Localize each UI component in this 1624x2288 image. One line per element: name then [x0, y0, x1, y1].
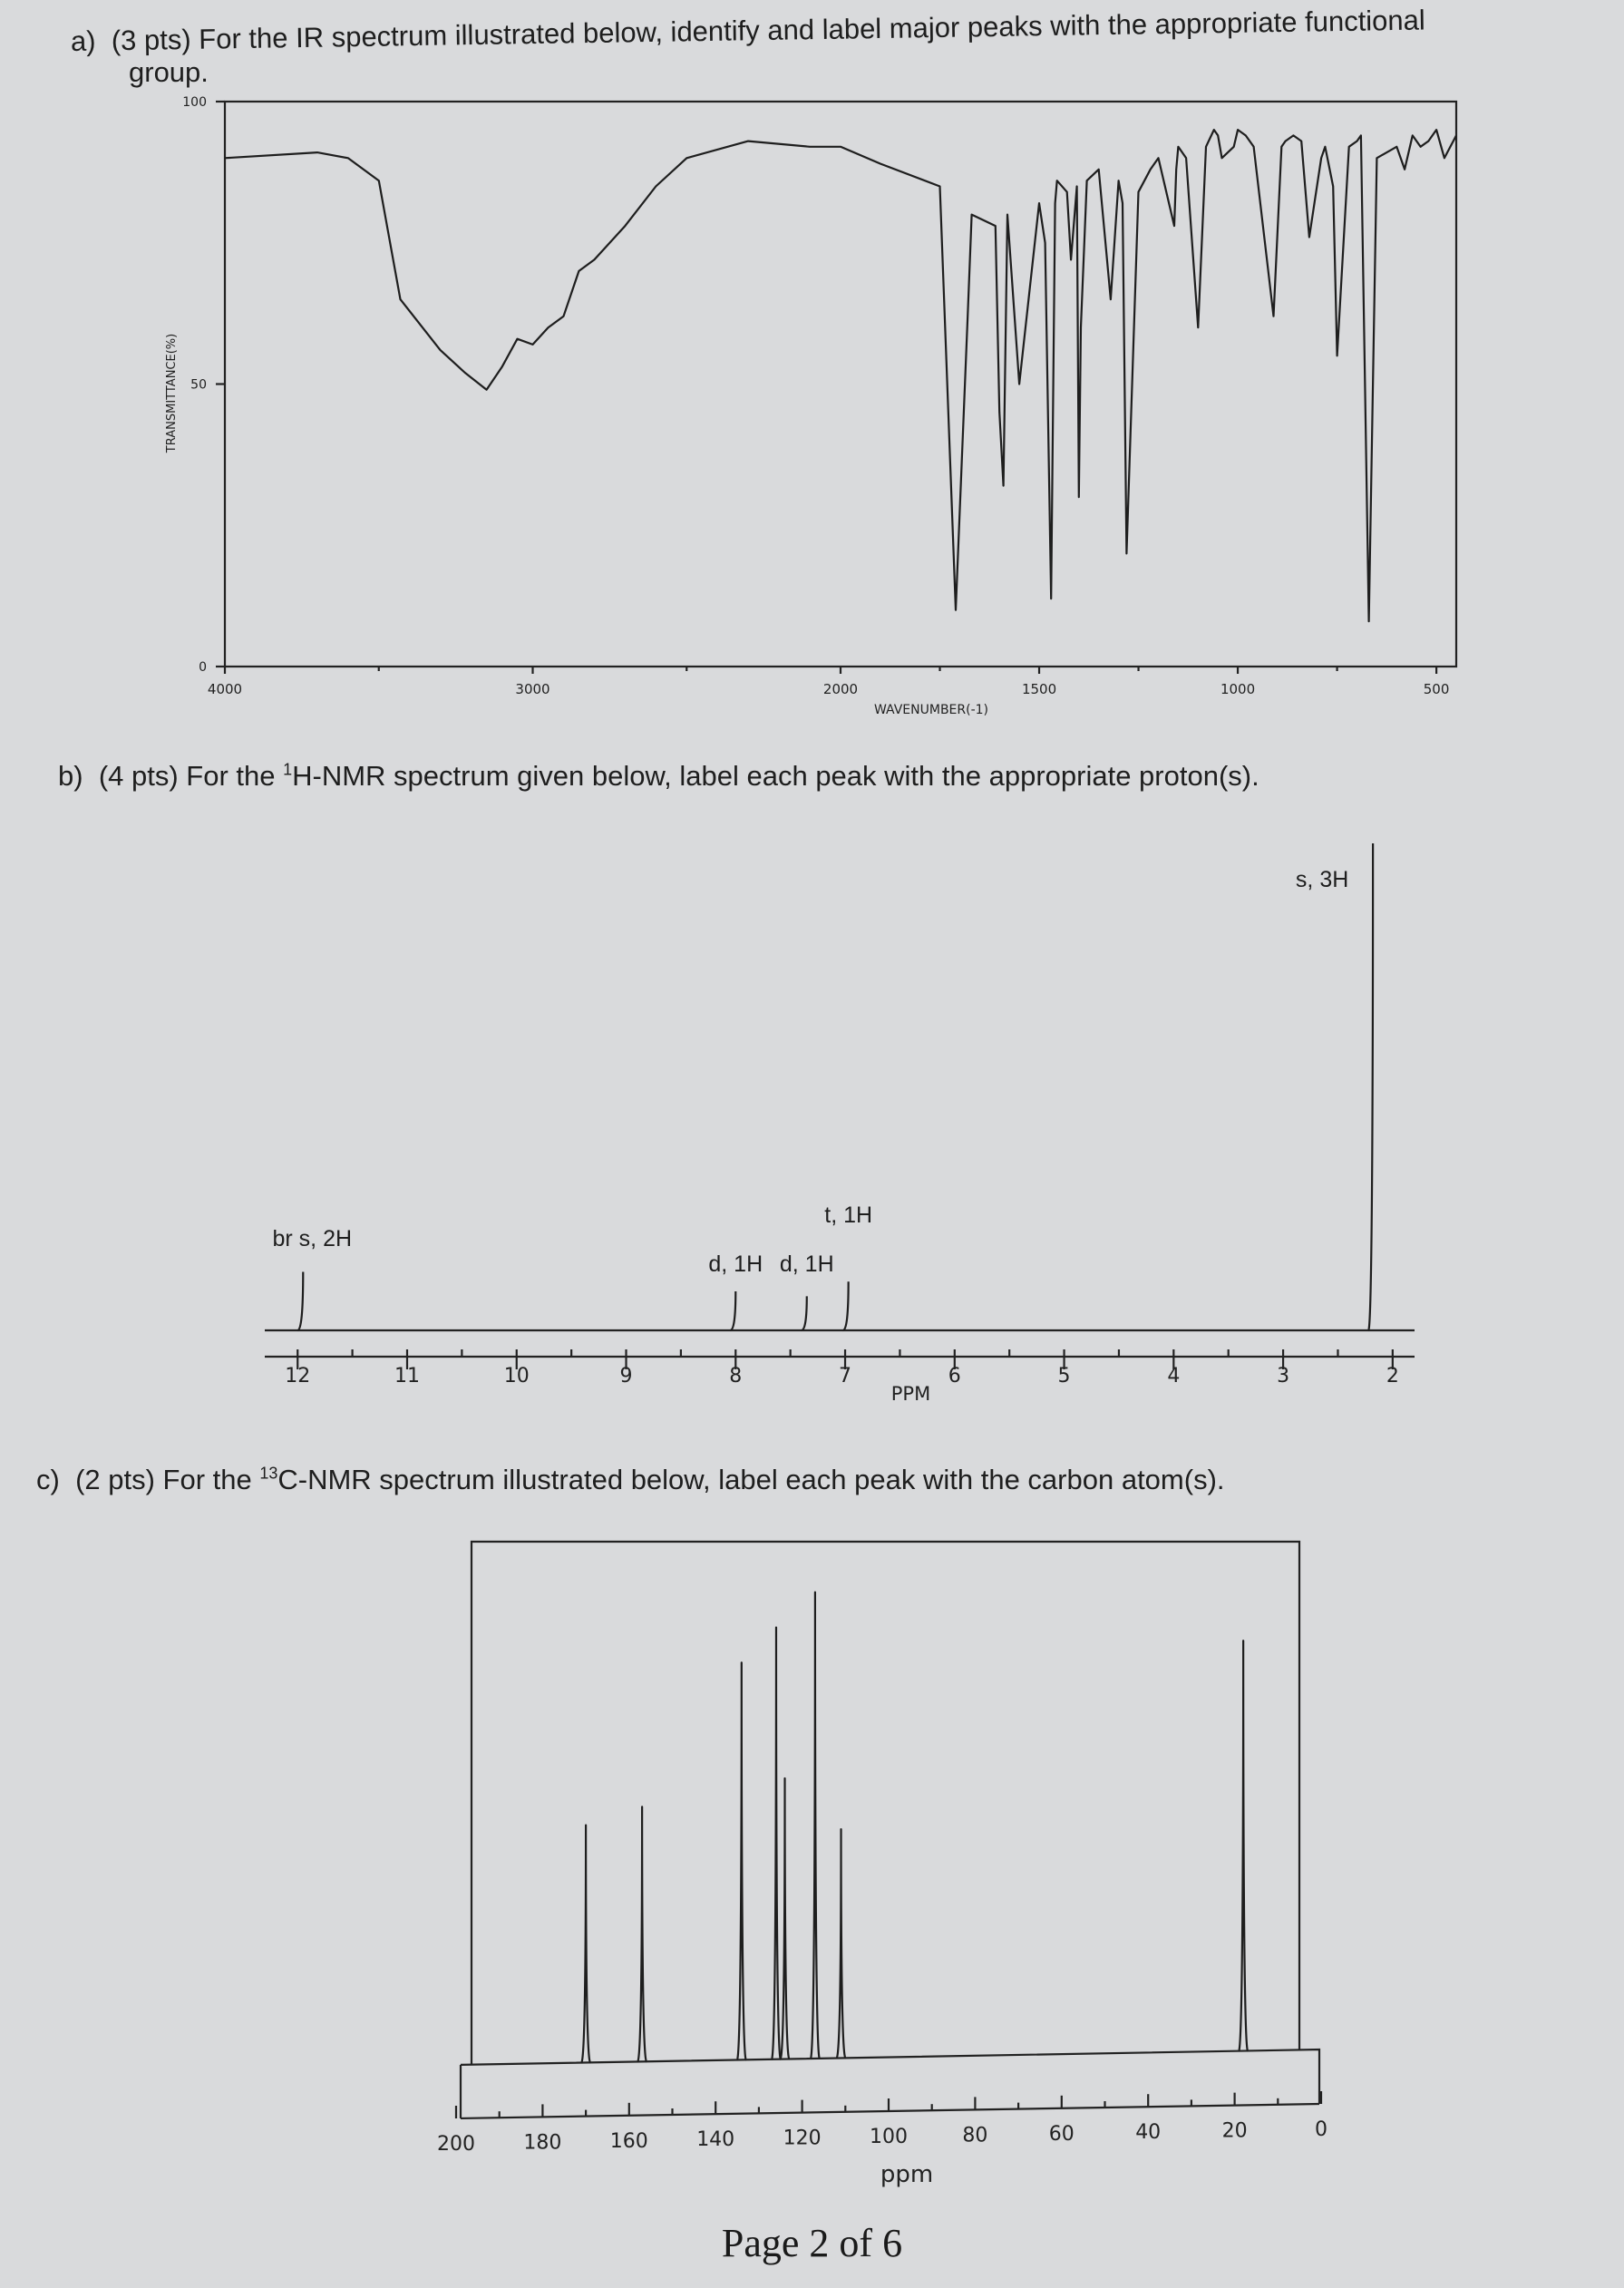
part-c-text-after: C-NMR spectrum illustrated below, label each peak with the carbon atom(s).	[277, 1464, 1225, 1495]
h-nmr-peak	[843, 1281, 849, 1330]
c-nmr-peak	[772, 1628, 781, 2059]
part-a-text: (3 pts) For the IR spectrum illustrated below, identify and label major peaks with the appropriate functional	[111, 4, 1426, 57]
c-nmr-tick-label: 80	[962, 2124, 988, 2147]
part-c-isotope: 13	[259, 1464, 278, 1483]
part-b-prefix: b)	[58, 760, 83, 792]
ir-x-tick-label: 3000	[515, 681, 550, 697]
part-b-isotope: 1	[283, 760, 293, 779]
part-c-prefix: c)	[36, 1464, 60, 1495]
c-nmr-tick-label: 160	[609, 2129, 648, 2153]
h-nmr-peak-label: s, 3H	[1295, 867, 1349, 892]
c-nmr-frame	[472, 1542, 1299, 2065]
c-nmr-tick-label: 40	[1135, 2121, 1162, 2145]
ir-y-axis-label: TRANSMITTANCE(%)	[165, 333, 179, 453]
part-b-text-after: H-NMR spectrum given below, label each peak with the appropriate proton(s).	[292, 760, 1259, 792]
ir-x-tick-label: 1000	[1220, 681, 1256, 697]
h-nmr-tick-label: 5	[1057, 1365, 1071, 1387]
part-a-prefix: a)	[70, 24, 96, 57]
h-nmr-peak-label: d, 1H	[779, 1251, 834, 1277]
c-nmr-peak	[1239, 1641, 1248, 2050]
h-nmr-tick-label: 4	[1167, 1365, 1181, 1387]
c-nmr-tick-label: 20	[1221, 2119, 1248, 2143]
c-nmr-peak	[837, 1829, 846, 2058]
page-footer: Page 2 of 6	[721, 2221, 903, 2265]
h-nmr-spectrum	[265, 843, 1415, 1405]
h-nmr-tick-label: 12	[285, 1365, 311, 1387]
ir-x-tick-label: 2000	[822, 681, 859, 697]
h-nmr-x-axis-label: PPM	[890, 1383, 931, 1405]
part-b-text-before: (4 pts) For the	[98, 760, 284, 792]
c-nmr-tick-label: 100	[870, 2126, 908, 2148]
c-nmr-peak	[811, 1592, 820, 2059]
h-nmr-peak	[1368, 843, 1373, 1330]
ir-y-tick-label: 0	[199, 660, 207, 675]
c-nmr-peak	[781, 1778, 790, 2059]
h-nmr-tick-label: 2	[1386, 1365, 1399, 1387]
part-c-text-before: (2 pts) For the	[75, 1464, 260, 1495]
h-nmr-tick-label: 3	[1277, 1365, 1290, 1387]
c-nmr-peak	[737, 1662, 746, 2059]
ir-frame	[225, 102, 1456, 667]
h-nmr-peak-label: d, 1H	[708, 1251, 763, 1277]
c-nmr-peak	[637, 1806, 647, 2061]
c-nmr-tick-label: 180	[523, 2131, 562, 2155]
ir-spectrum-line	[225, 130, 1456, 621]
h-nmr-peak-label: t, 1H	[824, 1202, 873, 1228]
h-nmr-tick-label: 11	[394, 1365, 420, 1387]
h-nmr-tick-label: 10	[503, 1365, 530, 1387]
ir-x-tick-label: 500	[1423, 681, 1450, 697]
c-nmr-tick-label: 0	[1315, 2118, 1327, 2141]
ir-x-tick-label: 4000	[207, 681, 243, 697]
ir-y-tick-label: 100	[182, 95, 207, 110]
c-nmr-tick-label: 120	[783, 2127, 822, 2150]
ir-x-tick-label: 1500	[1021, 681, 1057, 697]
part-a-line2: group.	[129, 56, 209, 88]
c-nmr-spectrum	[437, 1542, 1327, 2188]
h-nmr-tick-label: 9	[619, 1365, 633, 1387]
ir-x-axis-label: WAVENUMBER(-1)	[873, 703, 989, 717]
h-nmr-peak	[730, 1291, 735, 1330]
h-nmr-tick-label: 8	[729, 1365, 743, 1387]
c-nmr-tick-label: 140	[696, 2128, 735, 2152]
ir-y-tick-label: 50	[190, 377, 207, 393]
c-nmr-x-axis-label: ppm	[880, 2161, 934, 2188]
h-nmr-peak	[802, 1296, 807, 1330]
h-nmr-peak-label: br s, 2H	[272, 1226, 353, 1251]
c-nmr-axis	[461, 2104, 1319, 2118]
h-nmr-tick-label: 6	[948, 1365, 961, 1387]
ir-spectrum	[165, 95, 1456, 717]
c-nmr-peak	[581, 1826, 590, 2063]
h-nmr-peak	[297, 1272, 303, 1330]
h-nmr-tick-label: 7	[839, 1365, 852, 1387]
c-nmr-tick-label: 200	[437, 2133, 475, 2156]
c-nmr-tick-label: 60	[1048, 2122, 1075, 2146]
